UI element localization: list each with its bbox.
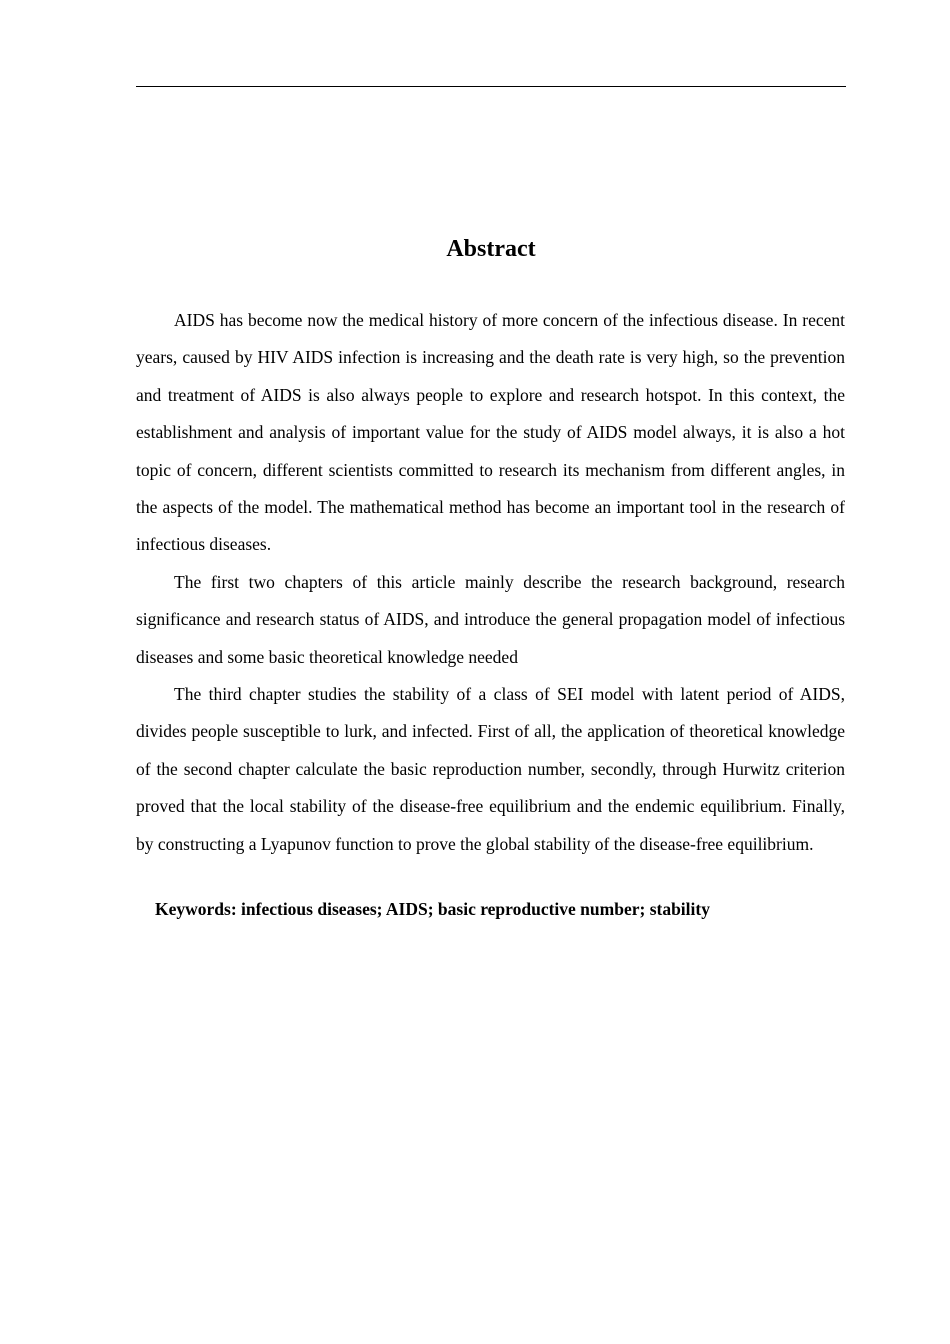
page-title: Abstract [446,236,536,262]
keywords-line: Keywords: infectious diseases; AIDS; basic reproductive number; stability [155,899,710,919]
abstract-paragraph-2: The first two chapters of this article mainly describe the research background, research significance and research status of AIDS, and introduce the general propagation model of infectious diseases and some basic theoretical knowledge needed [136,571,845,667]
abstract-paragraph-1: AIDS has become now the medical history of more concern of the infectious disease. In recent years, caused by HIV AIDS infection is increasing and the death rate is very high, so the prevention and treatment of AIDS is also always people to explore and research hotspot. In this context, the establishment and analysis of important value for the study of AIDS model always, it is also a hot topic of concern, different scientists committed to research its mechanism from different angles, in the aspects of the model. The mathematical method has become an important tool in the research of infectious diseases. [136,310,845,555]
abstract-paragraph-3: The third chapter studies the stability of a class of SEI model with latent period of AIDS, divides people susceptible to lurk, and infected. First of all, the application of theoretical knowledge of the second chapter calculate the basic reproduction number, secondly, through Hurwitz criterion proved that the local stability of the disease-free equilibrium and the endemic equilibrium. Finally, by constructing a Lyapunov function to prove the global stability of the disease-free equilibrium. [136,684,845,854]
header-rule [136,86,846,87]
abstract-body [136,302,845,863]
